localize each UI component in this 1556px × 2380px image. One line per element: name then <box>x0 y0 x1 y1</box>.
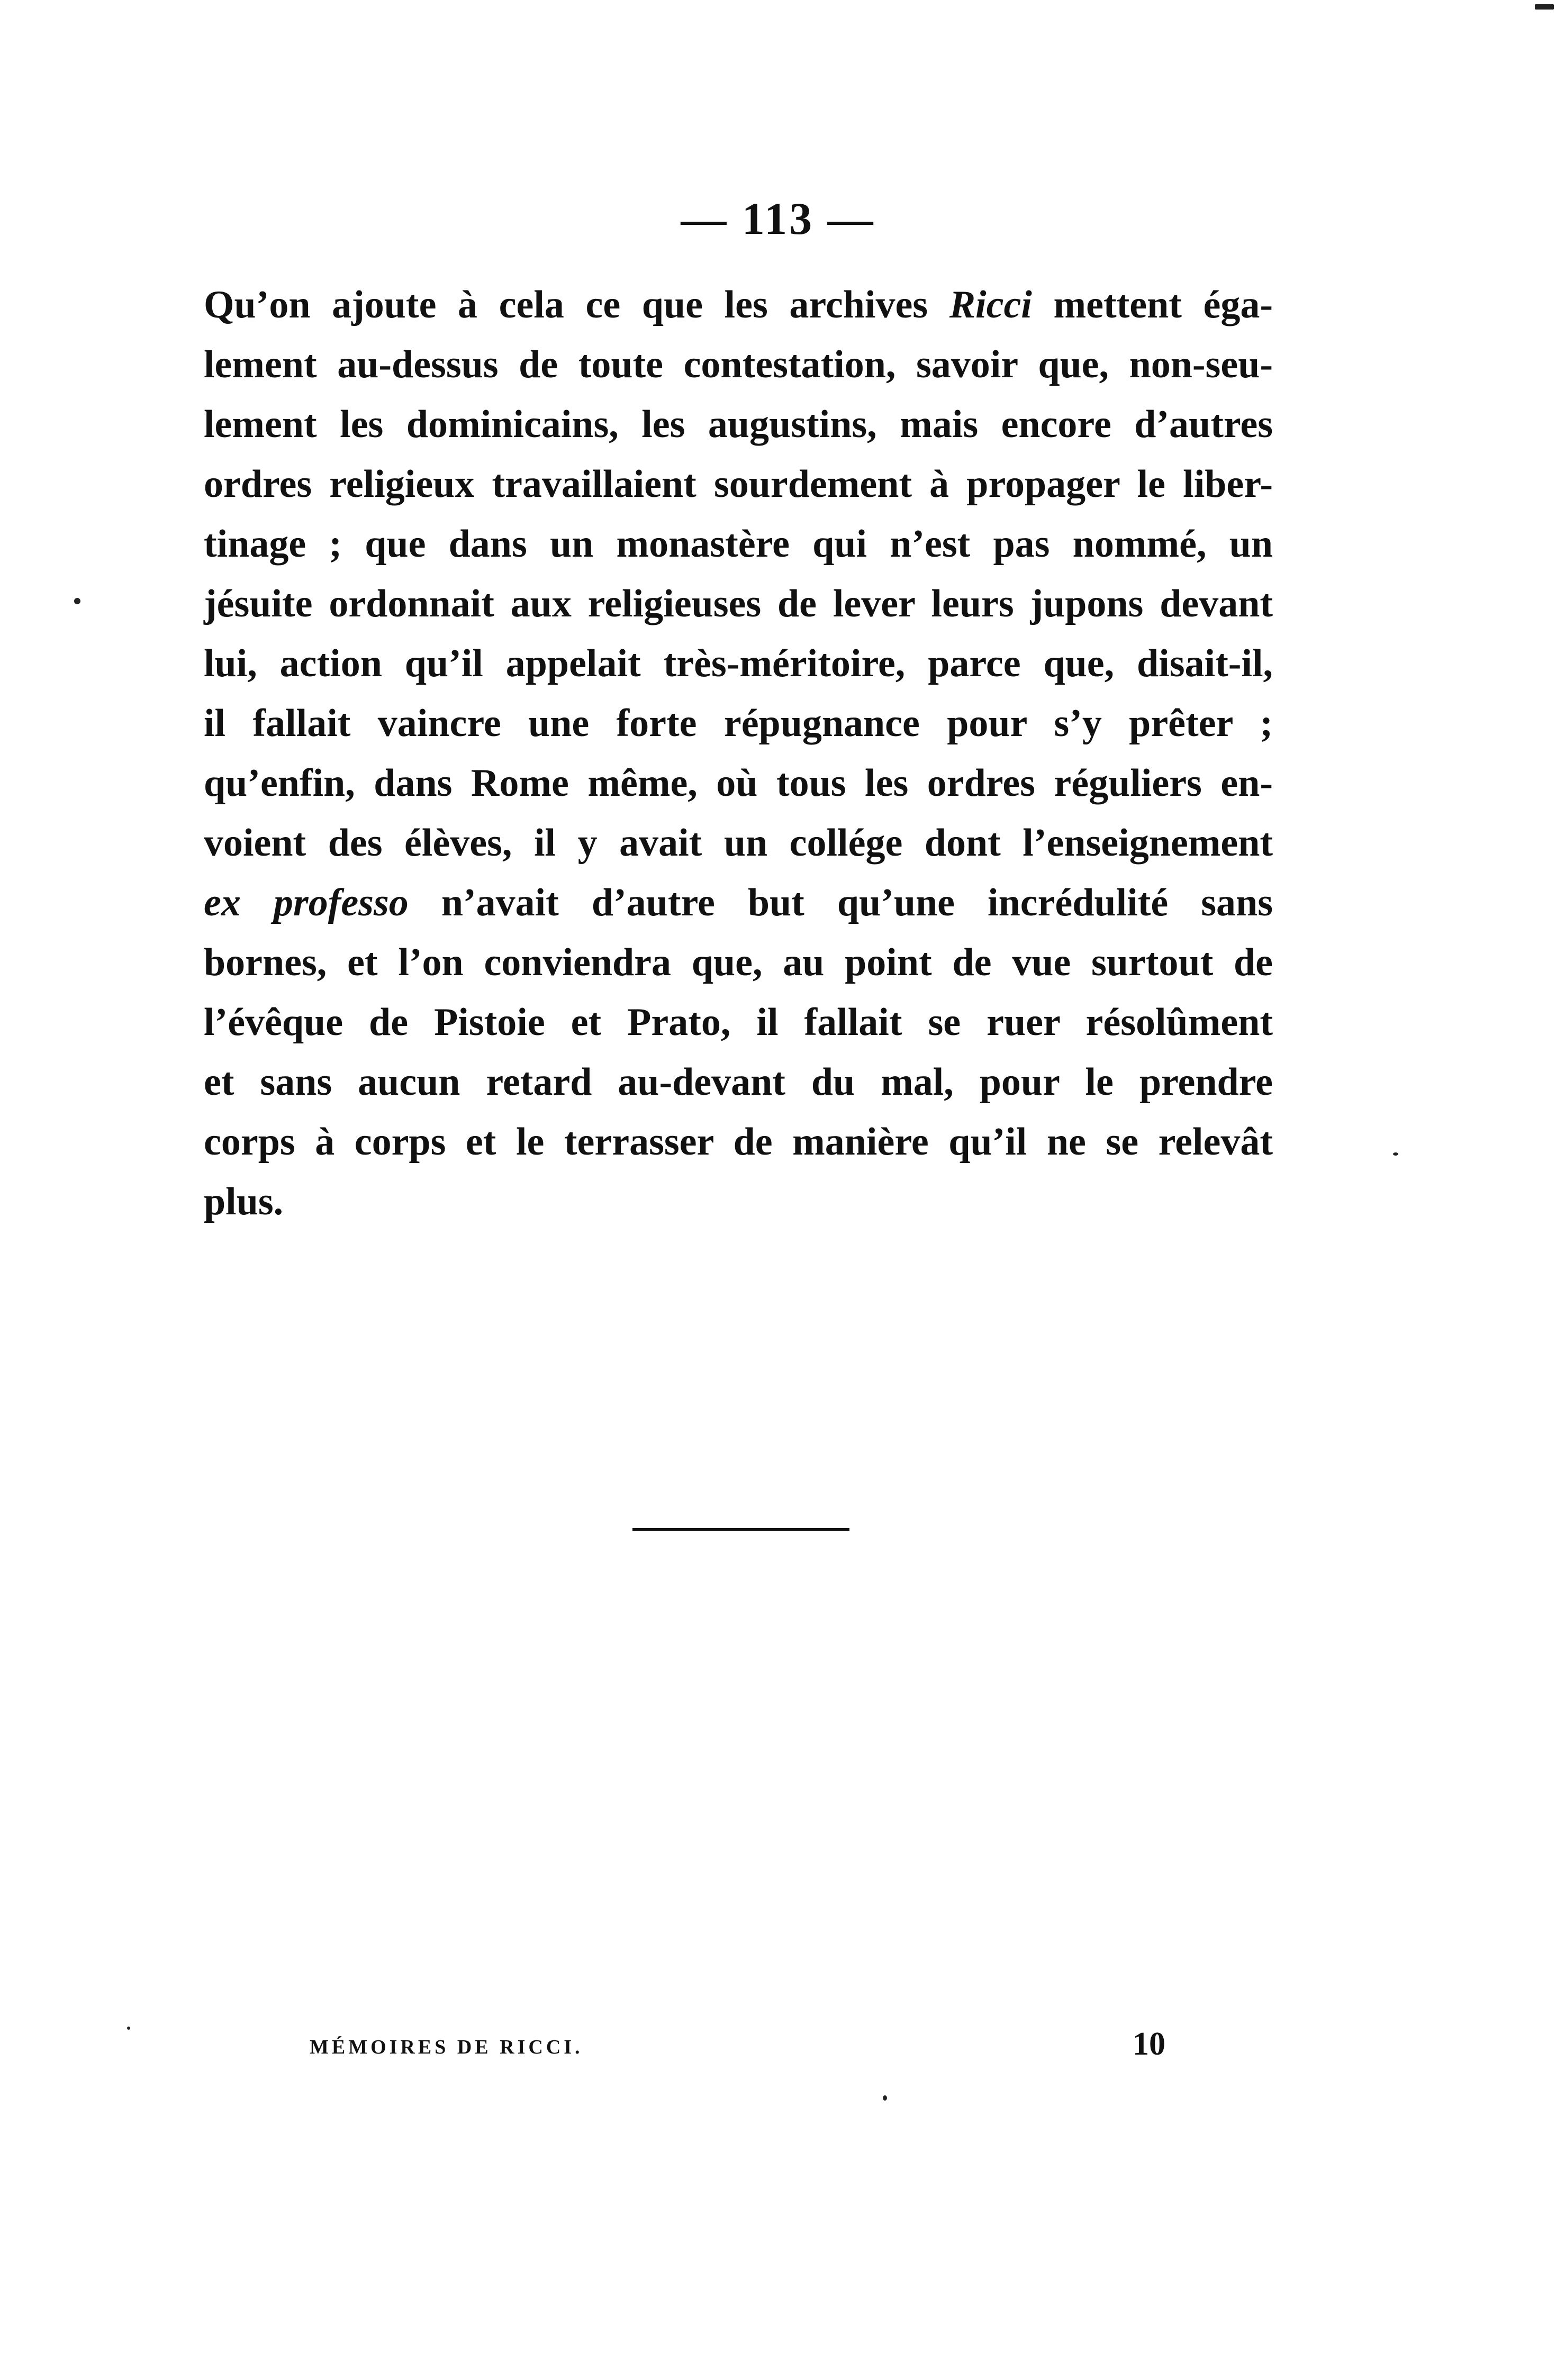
text-line: il fallait vaincre une forte répugnance pour s’y prêter ; <box>204 702 1273 745</box>
body-paragraph <box>204 275 1273 1232</box>
text-line: et sans aucun retard au-devant du mal, pour le prendre <box>204 1060 1273 1104</box>
scan-speck <box>74 598 80 604</box>
text-line: plus. <box>204 1180 284 1223</box>
text-line: lui, action qu’il appelait très-méritoire, parce que, disait-il, <box>204 642 1273 685</box>
text-line: lement au-dessus de toute contestation, savoir que, non-seu- <box>204 343 1273 386</box>
footer-signature-number: 10 <box>1133 2026 1165 2062</box>
section-separator-rule <box>632 1528 849 1531</box>
text-line: voient des élèves, il y avait un collége dont l’enseignement <box>204 821 1273 865</box>
text-line: ordres religieux travaillaient sourdement à propager le liber- <box>204 462 1273 506</box>
footer-signature: MÉMOIRES DE RICCI. <box>310 2036 583 2058</box>
text-line: ex professo n’avait d’autre but qu’une incrédulité sans <box>204 881 1273 924</box>
text-line: Qu’on ajoute à cela ce que les archives Ricci mettent éga- <box>204 283 1273 326</box>
page-number-header: — 113 — <box>681 193 875 244</box>
text-line: qu’enfin, dans Rome même, où tous les ordres réguliers en- <box>204 761 1273 805</box>
text-line: bornes, et l’on conviendra que, au point de vue surtout de <box>204 941 1273 984</box>
scan-speck <box>1393 1152 1398 1156</box>
scan-speck <box>127 2027 130 2030</box>
text-line: tinage ; que dans un monastère qui n’est pas nommé, un <box>204 522 1273 566</box>
text-line: corps à corps et le terrasser de manière qu’il ne se relevât <box>204 1120 1273 1164</box>
text-line: jésuite ordonnait aux religieuses de lever leurs jupons devant <box>204 582 1273 625</box>
scan-speck <box>1535 4 1554 10</box>
text-line: l’évêque de Pistoie et Prato, il fallait se ruer résolûment <box>204 1001 1273 1044</box>
scan-speck <box>883 2095 887 2101</box>
text-line: lement les dominicains, les augustins, mais encore d’autres <box>204 403 1273 446</box>
